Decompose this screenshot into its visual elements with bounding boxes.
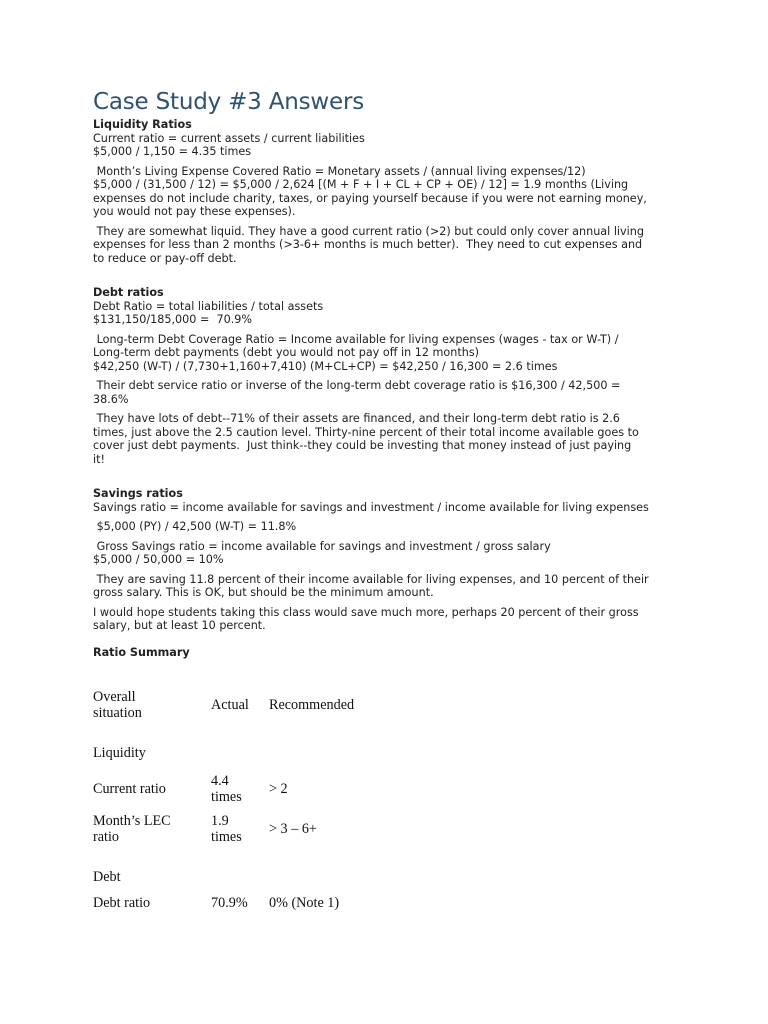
- cell-actual: 4.4 times: [211, 773, 242, 805]
- cell-recommended: > 3 – 6+: [269, 821, 317, 837]
- cell-actual: 1.9 times: [211, 813, 242, 845]
- cell-metric: Current ratio: [93, 781, 166, 797]
- section-label-debt: Debt: [93, 869, 121, 885]
- page-title: Case Study #3 Answers: [93, 89, 365, 115]
- savings-heading: Savings ratios: [93, 487, 183, 500]
- table-row: [93, 812, 389, 846]
- ltd-coverage-paragraph: Long-term Debt Coverage Ratio = Income available for living expenses (wages - tax or W-T) / Long-term debt payments (debt you would not pay off in 12 months) $42,250 (W-T) / (7,730+1,160+7,410) (M+CL+CP) = $42,250 / 16,300 = 2.6 times: [93, 332, 619, 373]
- header-actual: Actual: [211, 697, 249, 713]
- debt-ratio-formula: Debt Ratio = total liabilities / total assets: [93, 299, 324, 313]
- table-row: [93, 772, 389, 806]
- section-row-liquidity: [93, 740, 389, 766]
- section-label-liquidity: Liquidity: [93, 745, 146, 761]
- debt-ratio-calc: $131,150/185,000 = 70.9%: [93, 313, 252, 326]
- table-header-row: [93, 684, 389, 726]
- document-content: [93, 88, 683, 659]
- cell-metric: Month’s LEC ratio: [93, 813, 171, 845]
- savings-summary-paragraph: They are saving 11.8 percent of their income available for living expenses, and 10 percent of their gross salary. This is OK, but should be the minimum amount.: [93, 572, 649, 599]
- savings-ratio-calc: $5,000 (PY) / 42,500 (W-T) = 11.8%: [93, 520, 297, 533]
- cell-recommended: > 2: [269, 781, 288, 797]
- cell-metric: Debt ratio: [93, 895, 151, 911]
- liquidity-summary-paragraph: They are somewhat liquid. They have a good current ratio (>2) but could only cover annual living expenses for less than 2 months (>3-6+ months is much better). They need to cut expenses and to reduce or pay-off debt.: [93, 224, 644, 265]
- debt-summary-paragraph: They have lots of debt--71% of their assets are financed, and their long-term debt ratio is 2.6 times, just above the 2.5 caution level. Thirty-nine percent of their total income available goes to cover just debt payments. Just think--they could be investing that money instead of just paying it!: [93, 412, 639, 466]
- gross-savings-paragraph: Gross Savings ratio = income available for savings and investment / gross salary $5,000 / 50,000 = 10%: [93, 539, 551, 566]
- header-overall-situation: Overall situation: [93, 689, 142, 721]
- liquidity-heading: Liquidity Ratios: [93, 118, 192, 131]
- current-ratio-formula: Current ratio = current assets / current liabilities: [93, 131, 365, 145]
- cell-actual: 70.9%: [211, 895, 248, 911]
- savings-ratio-formula: Savings ratio = income available for savings and investment / income available for living expenses: [93, 500, 649, 514]
- current-ratio-calc: $5,000 / 1,150 = 4.35 times: [93, 145, 252, 158]
- lec-ratio-paragraph: Month’s Living Expense Covered Ratio = Monetary assets / (annual living expenses/12) $5,000 / (31,500 / 12) = $5,000 / 2,624 [(M + F + I + CL + CP + OE) / 12] = 1.9 months (Living expenses do not include charity, taxes, or paying yourself because if you were not earning money, you would not pay these expenses).: [93, 164, 647, 218]
- table-row: [93, 892, 389, 914]
- section-row-debt: [93, 866, 389, 888]
- ratio-summary-table: [93, 684, 389, 914]
- savings-hope-paragraph: I would hope students taking this class would save much more, perhaps 20 percent of their gross salary, but at least 10 percent.: [93, 605, 639, 632]
- debt-heading: Debt ratios: [93, 286, 164, 299]
- header-recommended: Recommended: [269, 697, 355, 713]
- ratio-summary-heading: Ratio Summary: [93, 645, 190, 659]
- debt-service-paragraph: Their debt service ratio or inverse of the long-term debt coverage ratio is $16,300 / 42,500 = 38.6%: [93, 379, 621, 406]
- cell-recommended: 0% (Note 1): [269, 895, 340, 911]
